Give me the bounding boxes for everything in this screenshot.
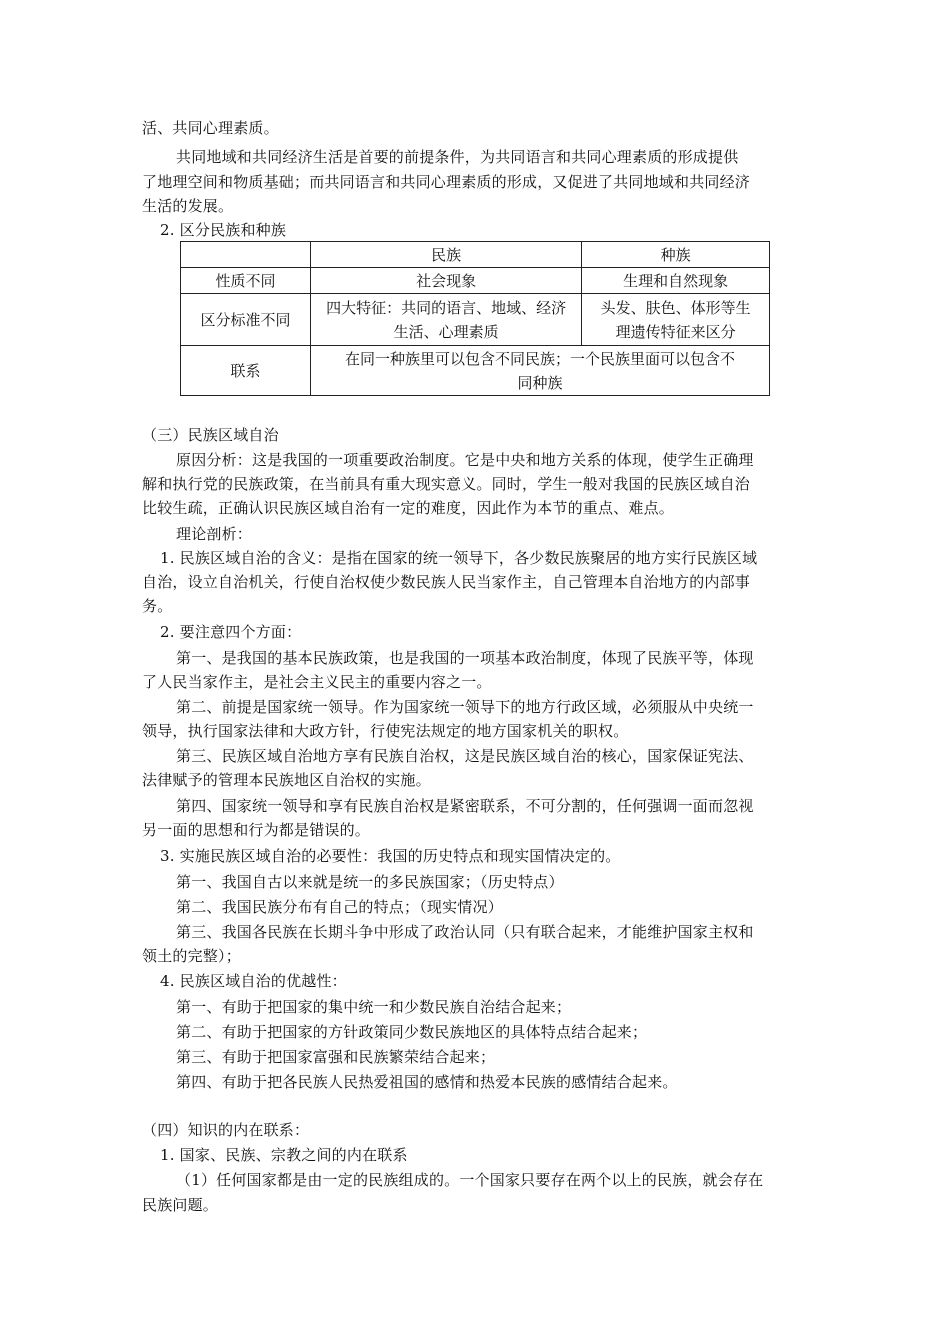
text-line: 活、共同心理素质。 xyxy=(142,119,279,137)
text-line: 另一面的思想和行为都是错误的。 xyxy=(142,821,371,839)
text-line: 原因分析：这是我国的一项重要政治制度。它是中央和地方关系的体现，使学生正确理 xyxy=(176,451,754,469)
text-line: 第四、国家统一领导和享有民族自治权是紧密联系，不可分割的，任何强调一面而忽视 xyxy=(176,797,754,815)
table-cell: 生理和自然现象 xyxy=(582,268,770,294)
text-line: 第三、我国各民族在长期斗争中形成了政治认同（只有联合起来，才能维护国家主权和 xyxy=(176,923,754,941)
table-header-cell: 民族 xyxy=(311,242,582,268)
cell-line: 头发、肤色、体形等生 xyxy=(600,298,751,317)
text-line: 第二、我国民族分布有自己的特点；（现实情况） xyxy=(176,898,503,916)
text-line: 领土的完整）； xyxy=(142,947,241,965)
table-cell xyxy=(181,242,311,268)
table-row xyxy=(181,242,770,268)
text-line: 领导，执行国家法律和大政方针，行使宪法规定的地方国家机关的职权。 xyxy=(142,722,629,740)
table-row xyxy=(181,346,770,396)
text-line: 第一、是我国的基本民族政策，也是我国的一项基本政治制度，体现了民族平等，体现 xyxy=(176,649,754,667)
text-line: 比较生疏，正确认识民族区域自治有一定的难度，因此作为本节的重点、难点。 xyxy=(142,499,675,517)
table-cell xyxy=(582,294,770,346)
text-line: 第四、有助于把各民族人民热爱祖国的感情和热爱本民族的感情结合起来。 xyxy=(176,1073,678,1091)
text-line: 第二、前提是国家统一领导。作为国家统一领导下的地方行政区域，必须服从中央统一 xyxy=(176,698,754,716)
table-merged-cell xyxy=(311,346,770,396)
row-label: 性质不同 xyxy=(181,268,311,294)
text-line: 解和执行党的民族政策，在当前具有重大现实意义。同时，学生一般对我国的民族区域自治 xyxy=(142,475,751,493)
text-line: 共同地域和共同经济生活是首要的前提条件，为共同语言和共同心理素质的形成提供 xyxy=(176,148,739,166)
text-line: 第一、我国自古以来就是统一的多民族国家；（历史特点） xyxy=(176,873,564,891)
text-line: 第二、有助于把国家的方针政策同少数民族地区的具体特点结合起来； xyxy=(176,1023,648,1041)
text-line: 务。 xyxy=(142,597,173,615)
text-line: 了地理空间和物质基础；而共同语言和共同心理素质的形成，又促进了共同地域和共同经济 xyxy=(142,173,751,191)
table-cell: 社会现象 xyxy=(311,268,582,294)
text-line: 第三、民族区域自治地方享有民族自治权，这是民族区域自治的核心，国家保证宪法、 xyxy=(176,747,754,765)
text-line: 民族问题。 xyxy=(142,1196,219,1214)
cell-line: 在同一种族里可以包含不同民族；一个民族里面可以包含不 xyxy=(345,349,736,368)
table-header-cell: 种族 xyxy=(582,242,770,268)
text-line: （1）任何国家都是由一定的民族组成的。一个国家只要存在两个以上的民族，就会存在 xyxy=(176,1171,764,1189)
cell-line: 生活、心理素质 xyxy=(393,322,499,341)
list-heading: 2. 区分民族和种族 xyxy=(160,221,287,239)
text-line: 生活的发展。 xyxy=(142,197,234,215)
list-heading: 4. 民族区域自治的优越性： xyxy=(160,972,347,990)
table-cell xyxy=(311,294,582,346)
text-line: 1. 民族区域自治的含义：是指在国家的统一领导下，各少数民族聚居的地方实行民族区域 xyxy=(160,549,758,567)
table-row xyxy=(181,294,770,346)
text-line: 第三、有助于把国家富强和民族繁荣结合起来； xyxy=(176,1048,496,1066)
text-line: 了人民当家作主，是社会主义民主的重要内容之一。 xyxy=(142,673,492,691)
row-label: 联系 xyxy=(181,346,311,396)
list-heading: 2. 要注意四个方面： xyxy=(160,623,302,641)
cell-line: 理遗传特征来区分 xyxy=(615,322,736,341)
row-label: 区分标准不同 xyxy=(181,294,311,346)
ethnic-race-comparison-table xyxy=(180,241,770,396)
cell-line: 同种族 xyxy=(517,373,563,392)
text-line: 理论剖析： xyxy=(176,525,253,543)
section-title: （三）民族区域自治 xyxy=(142,426,279,444)
section-title: （四）知识的内在联系： xyxy=(142,1121,310,1139)
list-heading: 1. 国家、民族、宗教之间的内在联系 xyxy=(160,1146,408,1164)
table-row xyxy=(181,268,770,294)
text-line: 法律赋予的管理本民族地区自治权的实施。 xyxy=(142,771,431,789)
list-heading: 3. 实施民族区域自治的必要性：我国的历史特点和现实国情决定的。 xyxy=(160,847,621,865)
text-line: 自治，设立自治机关，行使自治权使少数民族人民当家作主，自己管理本自治地方的内部事 xyxy=(142,573,751,591)
text-line: 第一、有助于把国家的集中统一和少数民族自治结合起来； xyxy=(176,998,572,1016)
cell-line: 四大特征：共同的语言、地域、经济 xyxy=(326,298,567,317)
